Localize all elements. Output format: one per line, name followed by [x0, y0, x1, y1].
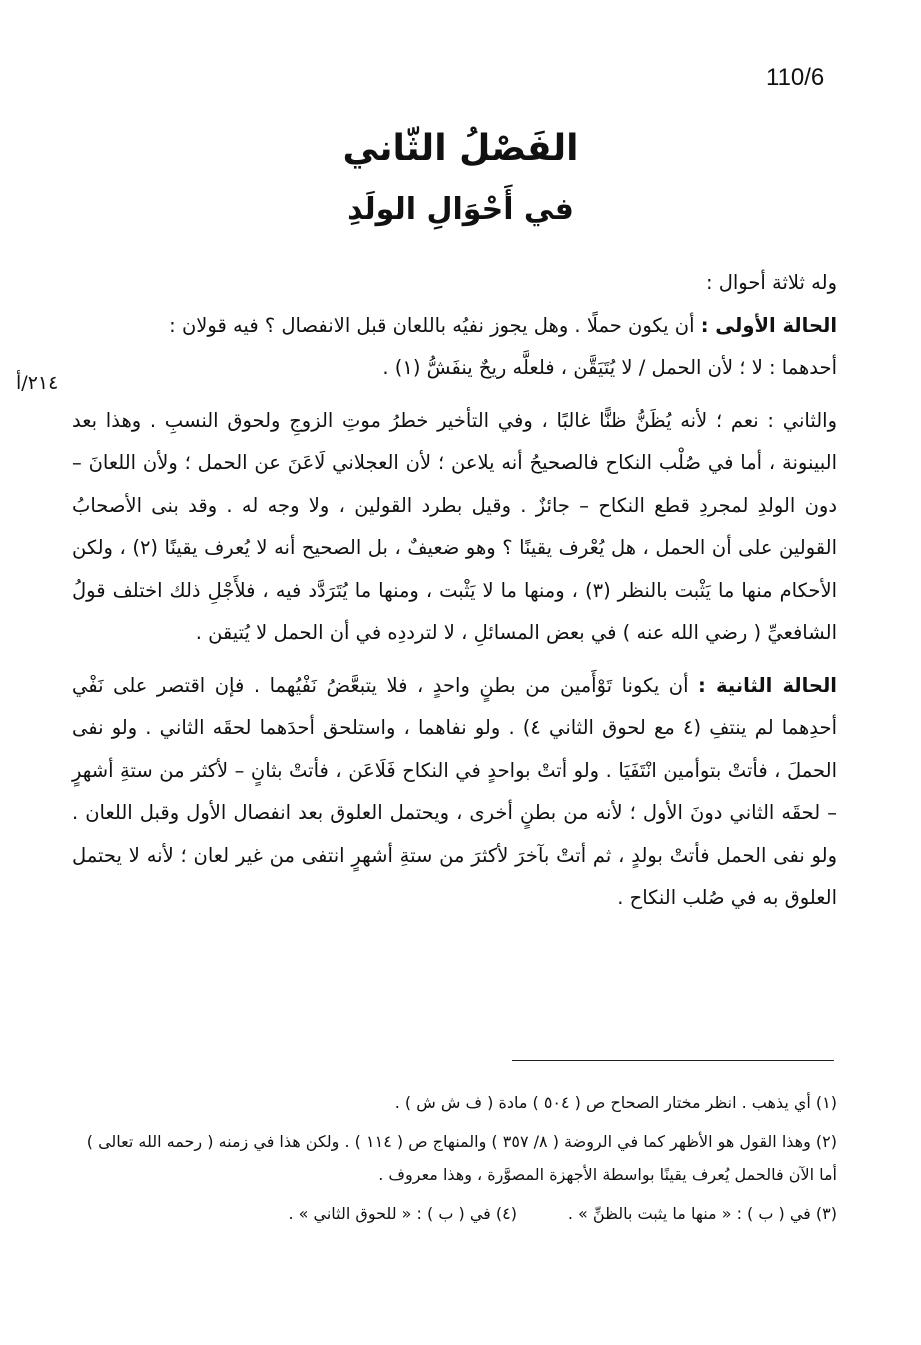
- state1-text: أن يكون حملًا . وهل يجوز نفيُه باللعان قبل الانفصال ؟ فيه قولان :: [169, 313, 701, 337]
- main-text: [72, 262, 837, 920]
- opinion2-paragraph: والثاني : نعم ؛ لأنه يُظَنُّ ظنًّا غالبًا ، وفي التأخير خطرُ موتِ الزوجِ ولحوق النسبِ . وهذا بعد البينونة ، أما في صُلْب النكاح فالصحيحُ أنه يلاعن ؛ لأن العجلاني لَاعَنَ عن الحمل ؛ ولأن اللعانَ – دون الولدِ لمجردِ قطع النكاح – جائزٌ . وقيل بطرد القولين ، ولا وجه له . وقد بنى الأصحابُ القولين على أن الحمل ، هل يُعْرف يقينًا ؟ وهو ضعيفٌ ، بل الصحيح أنه لا يُعرف يقينًا (٢) ، ولكن الأحكام منها ما يَثْبت بالنظر (٣) ، ومنها ما لا يَثْبت ، ومنها ما يُتَرَدَّد فيه ، فلأَجْلِ ذلك اختلف قولُ الشافعيِّ ( رضي الله عنه ) في بعض المسائلِ ، لا لترددِه في أن الحمل لا يُتيقن .: [72, 408, 837, 644]
- footnote-1: (١) أي يذهب . انظر مختار الصحاح ص ( ٥٠٤ ) مادة ( ف ش ش ) .: [394, 1093, 837, 1112]
- state2-paragraph: [72, 665, 837, 920]
- footnote-2: (٢) وهذا القول هو الأظهر كما في الروضة ( ٨/ ٣٥٧ ) والمنهاج ص ( ١١٤ ) . ولكن هذا في زمنه ( رحمه الله تعالى ) أما الآن فالحمل يُعرف يقينًا بواسطة الأجهزة المصوَّرة ، وهذا معروف .: [86, 1132, 837, 1184]
- state1-label: الحالة الأولى :: [700, 313, 837, 337]
- footnote-divider: [512, 1060, 834, 1061]
- manuscript-folio-note: ٢١٤/أ: [16, 372, 59, 394]
- state1-paragraph: [72, 305, 837, 348]
- footnote-3: (٣) في ( ب ) : « منها ما يثبت بالظنِّ » .: [567, 1204, 837, 1223]
- opinion1-paragraph: أحدهما : لا ؛ لأن الحمل / لا يُتَيَقَّن ، فلعلَّه ريحٌ ينفَشُّ (١) .: [382, 356, 837, 379]
- footnotes: [72, 1086, 837, 1230]
- state2-text: أن يكونا تَوْأَمين من بطنٍ واحدٍ ، فلا يتبعَّضُ نَفْيُهما . فإن اقتصر على نَفْي أحدِهما لم ينتفِ (٤ مع لحوق الثاني ٤) . ولو نفاهما ، واستلحق أحدَهما لحقَه الثاني . ولو نفى الحملَ ، فأتتْ بتوأمين انْتَفَيَا . ولو أتتْ بواحدٍ في النكاح فَلَاعَن ، فأتتْ بثانٍ – لأكثر من ستةِ أشهرٍ – لحقَه الثاني دونَ الأول ؛ لأنه من بطنٍ أخرى ، ويحتمل العلوق بعد انفصال الأول وقبل اللعان . ولو نفى الحمل فأتتْ بولدٍ ، ثم أتتْ بآخرَ لأكثرَ من ستةِ أشهرٍ انتفى من غير لعان ؛ لأنه لا يحتمل العلوق به في صُلب النكاح .: [72, 673, 838, 909]
- footnote-row-3-4: [72, 1197, 837, 1230]
- page-number: 110/6: [766, 64, 825, 91]
- intro-paragraph: وله ثلاثة أحوال :: [705, 271, 837, 294]
- chapter-title: الفَصْلُ الثّاني: [342, 128, 579, 169]
- state2-label: الحالة الثانية :: [698, 673, 837, 697]
- footnote-4: (٤) في ( ب ) : « للحوق الثاني » .: [288, 1204, 517, 1223]
- chapter-subtitle: في أَحْوَالِ الولَدِ: [347, 192, 574, 227]
